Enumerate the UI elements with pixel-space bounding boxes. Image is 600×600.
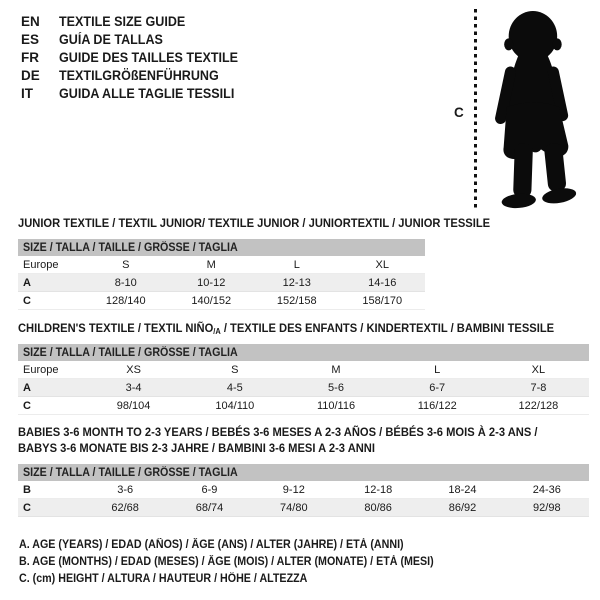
size-cell: S <box>231 363 239 376</box>
toddler-silhouette-icon <box>488 6 594 212</box>
table-row-europe <box>18 256 425 274</box>
size-header-label: SIZE / TALLA / TAILLE / GRÖSSE / TAGLIA <box>23 241 238 254</box>
age-cell: 12-13 <box>282 276 311 289</box>
table-row-age <box>18 379 589 397</box>
size-cell: S <box>122 258 130 271</box>
height-cell: 104/110 <box>215 399 255 412</box>
height-cell: 62/68 <box>111 501 139 514</box>
legend <box>19 536 465 588</box>
table-row-height <box>18 292 425 310</box>
row-label: Europe <box>23 258 59 271</box>
language-list <box>21 12 252 102</box>
language-row-fr <box>21 48 252 66</box>
babies-table-title <box>18 424 577 456</box>
title-part: / TEXTILE DES ENFANTS / KINDERTEXTIL / BAMBINI TESSILE <box>220 321 555 335</box>
size-header-label: SIZE / TALLA / TAILLE / GRÖSSE / TAGLIA <box>23 466 238 479</box>
legend-text: A. AGE (YEARS) / EDAD (AÑOS) / ÂGE (ANS) / ALTER (JAHRE) / ETÀ (ANNI) <box>19 538 404 551</box>
row-label: C <box>23 294 31 307</box>
title-subscript: /A <box>213 327 221 336</box>
row-label: A <box>23 276 31 289</box>
height-cell: 110/116 <box>316 399 356 412</box>
age-cell: 3-6 <box>117 483 134 496</box>
age-cell: 24-36 <box>532 483 561 496</box>
row-label: C <box>23 501 31 514</box>
children-size-table <box>18 344 589 415</box>
language-title: GUÍA DE TALLAS <box>59 31 163 47</box>
junior-table-title-text: JUNIOR TEXTILE / TEXTIL JUNIOR/ TEXTILE JUNIOR / JUNIORTEXTIL / JUNIOR TESSILE <box>18 216 491 230</box>
language-code: IT <box>21 85 33 101</box>
age-cell: 7-8 <box>530 381 547 394</box>
age-cell: 10-12 <box>197 276 226 289</box>
age-cell: 6-9 <box>201 483 218 496</box>
age-cell: 9-12 <box>282 483 305 496</box>
junior-table-title <box>18 216 526 230</box>
age-cell: 8-10 <box>114 276 137 289</box>
height-cell: 122/128 <box>518 399 559 412</box>
language-title: TEXTILGRÖßENFÜHRUNG <box>59 67 219 83</box>
age-cell: 6-7 <box>429 381 446 394</box>
height-cell: 68/74 <box>195 501 224 514</box>
height-cell: 140/152 <box>191 294 232 307</box>
size-cell: XS <box>126 363 141 376</box>
babies-size-table <box>18 464 589 517</box>
height-cell: 86/92 <box>448 501 477 514</box>
language-row-de <box>21 66 252 84</box>
table-row-height <box>18 397 589 415</box>
age-cell: 12-18 <box>364 483 393 496</box>
language-code: FR <box>21 49 39 65</box>
junior-size-table <box>18 239 425 310</box>
size-header-label: SIZE / TALLA / TAILLE / GRÖSSE / TAGLIA <box>23 346 238 359</box>
row-label: B <box>23 483 31 496</box>
height-cell: 92/98 <box>533 501 561 514</box>
language-row-en <box>21 12 252 30</box>
size-cell: L <box>434 363 441 376</box>
size-cell: M <box>331 363 341 376</box>
babies-title-line1: BABIES 3-6 MONTH TO 2-3 YEARS / BEBÉS 3-6 MESES A 2-3 AÑOS / BÉBÉS 3-6 MOIS À 2-3 ANS / <box>18 425 538 439</box>
language-title: TEXTILE SIZE GUIDE <box>59 13 186 29</box>
age-cell: 5-6 <box>328 381 344 394</box>
age-cell: 18-24 <box>448 483 477 496</box>
height-measure-label: C <box>454 105 464 120</box>
size-header-bar <box>18 239 425 256</box>
height-cell: 128/140 <box>105 294 146 307</box>
table-row-europe <box>18 361 589 379</box>
language-title: GUIDE DES TAILLES TEXTILE <box>59 49 239 65</box>
language-code: DE <box>21 67 40 83</box>
height-cell: 74/80 <box>280 501 308 514</box>
table-row-age-months <box>18 481 589 499</box>
age-cell: 4-5 <box>226 381 243 394</box>
size-cell: M <box>206 258 216 271</box>
row-label: A <box>23 381 31 394</box>
age-cell: 3-4 <box>125 381 142 394</box>
language-code: ES <box>21 31 40 47</box>
legend-line-b <box>19 553 465 570</box>
age-cell: 14-16 <box>368 276 397 289</box>
size-cell: L <box>293 258 300 271</box>
title-part: CHILDREN'S TEXTILE / TEXTIL NIÑO <box>18 321 214 335</box>
children-table-title-text <box>18 321 554 336</box>
size-cell: XL <box>531 363 546 376</box>
row-label: Europe <box>23 363 59 376</box>
legend-line-c <box>19 571 465 588</box>
size-cell: XL <box>375 258 389 271</box>
size-header-bar <box>18 464 589 481</box>
height-cell: 116/122 <box>417 399 457 412</box>
table-row-height <box>18 499 589 517</box>
children-table-title <box>18 321 594 336</box>
language-code: EN <box>21 13 40 29</box>
height-dashed-line <box>474 9 477 211</box>
height-cell: 80/86 <box>364 501 392 514</box>
height-cell: 152/158 <box>276 294 317 307</box>
legend-text: B. AGE (MONTHS) / EDAD (MESES) / ÂGE (MOIS) / ALTER (MONATE) / ETÀ (MESI) <box>19 556 434 569</box>
row-label: C <box>23 399 31 412</box>
height-figure <box>448 6 598 214</box>
legend-line-a <box>19 536 465 553</box>
size-header-bar <box>18 344 589 361</box>
language-row-es <box>21 30 252 48</box>
height-cell: 98/104 <box>116 399 151 412</box>
height-cell: 158/170 <box>362 294 403 307</box>
babies-title-line2: BABYS 3-6 MONATE BIS 2-3 JAHRE / BAMBINI 3-6 MESI A 2-3 ANNI <box>18 441 375 455</box>
legend-text: C. (cm) HEIGHT / ALTURA / HAUTEUR / HÖHE / ALTEZZA <box>19 573 308 586</box>
table-row-age <box>18 274 425 292</box>
language-row-it <box>21 84 252 102</box>
language-title: GUIDA ALLE TAGLIE TESSILI <box>59 85 235 101</box>
